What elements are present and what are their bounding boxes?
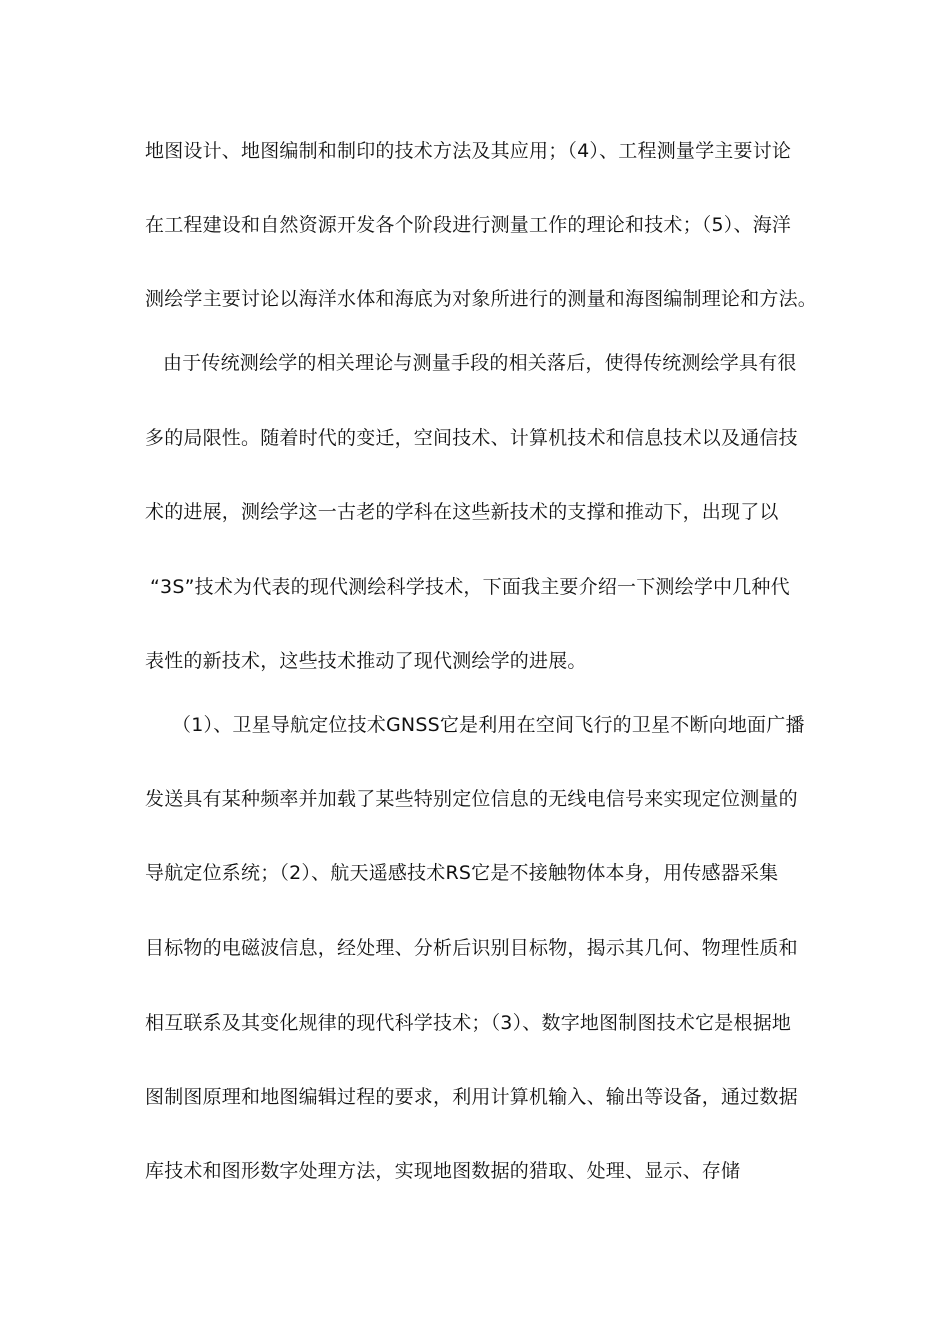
text-line-6: 术的进展，测绘学这一古老的学科在这些新技术的支撑和推动下，出现了以 [145,501,779,523]
text-line-3: 测绘学主要讨论以海洋水体和海底为对象所进行的测量和海图编制理论和方法。 [145,288,818,310]
text-line-10: 发送具有某种频率并加载了某些特别定位信息的无线电信号来实现定位测量的 [145,788,798,810]
text-line-15: 库技术和图形数字处理方法，实现地图数据的猎取、处理、显示、存储 [145,1160,741,1182]
text-line-12: 目标物的电磁波信息，经处理、分析后识别目标物，揭示其几何、物理性质和 [145,937,798,959]
paragraph-start-line-9: （1）、卫星导航定位技术GNSS它是利用在空间飞行的卫星不断向地面广播 [172,714,805,736]
text-line-8: 表性的新技术，这些技术推动了现代测绘学的进展。 [145,650,587,672]
text-line-7: “3S”技术为代表的现代测绘科学技术，下面我主要介绍一下测绘学中几种代 [150,576,790,598]
text-line-2: 在工程建设和自然资源开发各个阶段进行测量工作的理论和技术；（5）、海洋 [145,214,792,236]
text-line-11: 导航定位系统；（2）、航天遥感技术RS它是不接触物体本身，用传感器采集 [145,862,779,884]
text-line-14: 图制图原理和地图编辑过程的要求，利用计算机输入、输出等设备，通过数据 [145,1086,798,1108]
text-line-13: 相互联系及其变化规律的现代科学技术；（3）、数字地图制图技术它是根据地 [145,1012,792,1034]
text-line-1: 地图设计、地图编制和制印的技术方法及其应用；（4）、工程测量学主要讨论 [145,140,792,162]
text-line-5: 多的局限性。随着时代的变迁，空间技术、计算机技术和信息技术以及通信技 [145,427,798,449]
paragraph-start-line-4: 由于传统测绘学的相关理论与测量手段的相关落后，使得传统测绘学具有很 [163,352,797,374]
